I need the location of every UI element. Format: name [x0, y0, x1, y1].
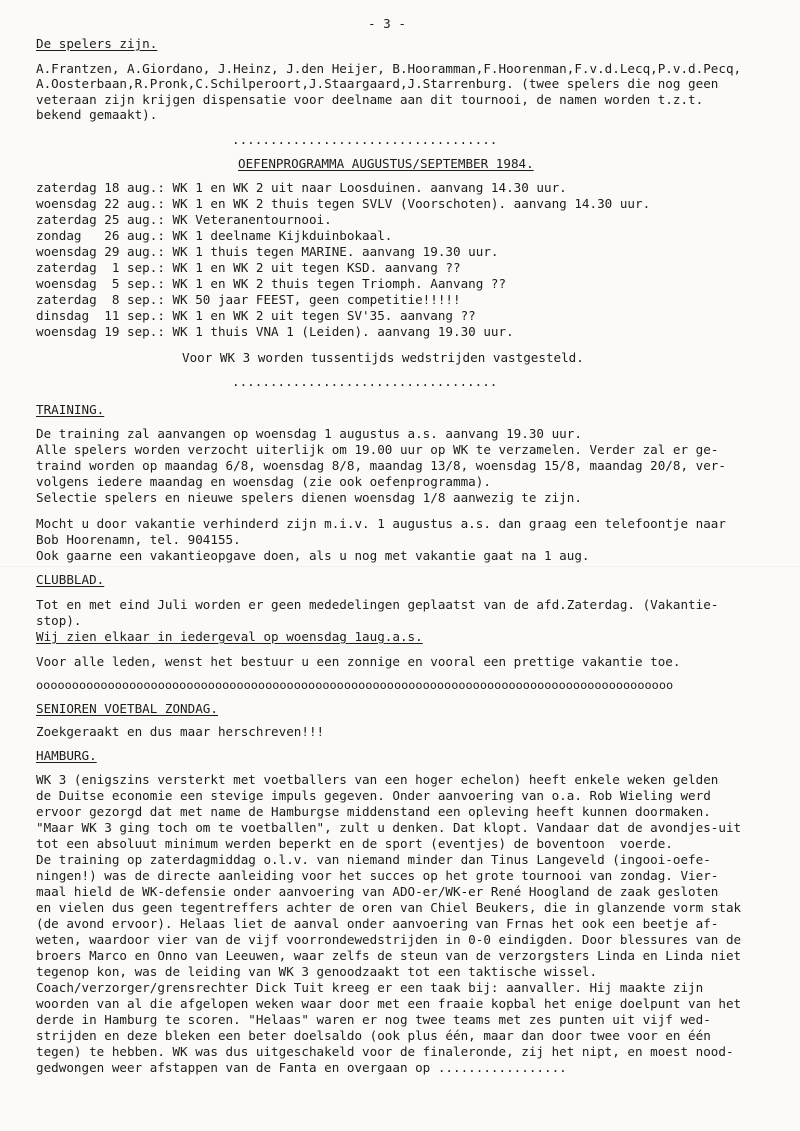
hamburg-line: broers Marco en Onno van Leeuwen, waar zelfs de steun van de verzorgsters Linda en Linda niet: [36, 948, 742, 963]
players-heading: De spelers zijn.: [36, 36, 158, 51]
hamburg-line: Coach/verzorger/grensrechter Dick Tuit kreeg er een taak bij: aanvaller. Hij maakte zijn: [36, 980, 704, 995]
hamburg-line: de Duitse economie een stevige impuls gegeven. Onder aanvoering van o.a. Rob Wieling werd: [36, 788, 711, 803]
hamburg-line: WK 3 (enigszins versterkt met voetballers van een hoger echelon) heeft enkele weken gelden: [36, 772, 719, 787]
clubblad-heading: CLUBBLAD.: [36, 572, 105, 587]
training-heading: TRAINING.: [36, 402, 105, 417]
senioren-heading: SENIOREN VOETBAL ZONDAG.: [36, 701, 218, 716]
dotted-separator: ...................................: [232, 374, 498, 389]
hamburg-line: woorden van al die afgelopen weken waar door met een fraaie kopbal het enige doelpunt van het: [36, 996, 742, 1011]
clubblad-line: Tot en met eind Juli worden er geen mededelingen geplaatst van de afd.Zaterdag. (Vakantie-: [36, 597, 719, 612]
hamburg-line: maal hield de WK-defensie onder aanvoering van ADO-er/WK-er René Hoogland de zaak gesloten: [36, 884, 719, 899]
schedule-note: Voor WK 3 worden tussentijds wedstrijden vastgesteld.: [182, 350, 584, 365]
dotted-separator: ...................................: [232, 132, 498, 147]
vacation-wish: Voor alle leden, wenst het bestuur u een zonnige en vooral een prettige vakantie toe.: [36, 654, 681, 669]
schedule-row: woensdag 19 sep.: WK 1 thuis VNA 1 (Leiden). aanvang 19.30 uur.: [36, 324, 514, 339]
circle-separator: ooooooooooooooooooooooooooooooooooooooooooooooooooooooooooooooooooooooooooooooooooooooooo: [36, 678, 674, 692]
hamburg-line: ervoor gezorgd dat met name de Hamburgse middenstand een opleving heeft kunnen doormaken.: [36, 804, 711, 819]
schedule-row: zaterdag 1 sep.: WK 1 en WK 2 uit tegen KSD. aanvang ??: [36, 260, 461, 275]
training-line: De training zal aanvangen op woensdag 1 augustus a.s. aanvang 19.30 uur.: [36, 426, 582, 441]
hamburg-line: tegenop kon, was de leiding van WK 3 genoodzaakt tot een taktische wissel.: [36, 964, 598, 979]
schedule-row: zaterdag 25 aug.: WK Veteranentournooi.: [36, 212, 332, 227]
schedule-row: woensdag 22 aug.: WK 1 en WK 2 thuis tegen SVLV (Voorschoten). aanvang 14.30 uur.: [36, 196, 651, 211]
hamburg-line: weten, waardoor vier van de vijf voorrondewedstrijden in 0-0 eindigden. Door blessures van de: [36, 932, 742, 947]
training-line: Bob Hoorenamn, tel. 904155.: [36, 532, 241, 547]
hamburg-heading: HAMBURG.: [36, 748, 97, 763]
schedule-title: OEFENPROGRAMMA AUGUSTUS/SEPTEMBER 1984.: [238, 156, 534, 171]
schedule-row: woensdag 29 aug.: WK 1 thuis tegen MARINE. aanvang 19.30 uur.: [36, 244, 499, 259]
clubblad-underlined-line: Wij zien elkaar in iedergeval op woensdag 1aug.a.s.: [36, 629, 423, 644]
players-line-2: A.Oosterbaan,R.Pronk,C.Schilperoort,J.Staargaard,J.Starrenburg. (twee spelers die nog geen: [36, 76, 719, 91]
players-line-3: veteraan zijn krijgen dispensatie voor deelname aan dit tournooi, de namen worden t.z.t.: [36, 92, 704, 107]
hamburg-line: "Maar WK 3 ging toch om te voetballen", zult u denken. Dat klopt. Vandaar dat de avondjes-uit: [36, 820, 742, 835]
training-line: Alle spelers worden verzocht uiterlijk om 19.00 uur op WK te verzamelen. Verder zal er ge-: [36, 442, 719, 457]
training-line: Mocht u door vakantie verhinderd zijn m.i.v. 1 augustus a.s. dan graag een telefoontje naar: [36, 516, 726, 531]
schedule-row: dinsdag 11 sep.: WK 1 en WK 2 uit tegen SV'35. aanvang ??: [36, 308, 476, 323]
players-line-1: A.Frantzen, A.Giordano, J.Heinz, J.den Heijer, B.Hooramman,F.Hoorenman,F.v.d.Lecq,P.v.d.Pecq,: [36, 61, 742, 76]
hamburg-line: derde in Hamburg te scoren. "Helaas" waren er nog twee teams met zes punten uit vijf wed-: [36, 1012, 711, 1027]
hamburg-line: ningen!) was de directe aanleiding voor het succes op het grote tournooi van zondag. Vier-: [36, 868, 719, 883]
hamburg-line: De training op zaterdagmiddag o.l.v. van niemand minder dan Tinus Langeveld (ingooi-oefe-: [36, 852, 711, 867]
clubblad-line: stop).: [36, 613, 82, 628]
schedule-row: zaterdag 18 aug.: WK 1 en WK 2 uit naar Loosduinen. aanvang 14.30 uur.: [36, 180, 567, 195]
hamburg-line: gedwongen weer afstappen van de Fanta en overgaan op .................: [36, 1060, 567, 1075]
hamburg-line: tegen) te hebben. WK was dus uitgeschakeld voor de finaleronde, zij het nipt, en moest nood-: [36, 1044, 734, 1059]
schedule-row: zondag 26 aug.: WK 1 deelname Kijkduinbokaal.: [36, 228, 393, 243]
training-line: traind worden op maandag 6/8, woensdag 8/8, maandag 13/8, woensdag 15/8, maandag 20/8, ver-: [36, 458, 726, 473]
page-fold: [0, 566, 800, 567]
hamburg-line: tot een absoluut minimum werden beperkt en de sport (eventjes) de boventoon voerde.: [36, 836, 673, 851]
training-line: volgens iedere maandag en woensdag (zie ook oefenprogramma).: [36, 474, 491, 489]
training-line: Selectie spelers en nieuwe spelers dienen woensdag 1/8 aanwezig te zijn.: [36, 490, 582, 505]
hamburg-line: en vielen dus geen tegentreffers achter de oren van Chiel Beukers, die in glanzende vorm stak: [36, 900, 742, 915]
hamburg-line: strijden en deze bleken een beter doelsaldo (ook plus één, maar dan door twee voor en één: [36, 1028, 711, 1043]
page-number: - 3 -: [368, 16, 406, 31]
players-line-4: bekend gemaakt).: [36, 107, 158, 122]
training-line: Ook gaarne een vakantieopgave doen, als u nog met vakantie gaat na 1 aug.: [36, 548, 590, 563]
senioren-line: Zoekgeraakt en dus maar herschreven!!!: [36, 724, 325, 739]
schedule-row: woensdag 5 sep.: WK 1 en WK 2 thuis tegen Triomph. Aanvang ??: [36, 276, 507, 291]
schedule-row: zaterdag 8 sep.: WK 50 jaar FEEST, geen competitie!!!!!: [36, 292, 461, 307]
hamburg-line: (de avond ervoor). Helaas liet de aanval onder aanvoering van Frnas het ook een beetje af-: [36, 916, 719, 931]
